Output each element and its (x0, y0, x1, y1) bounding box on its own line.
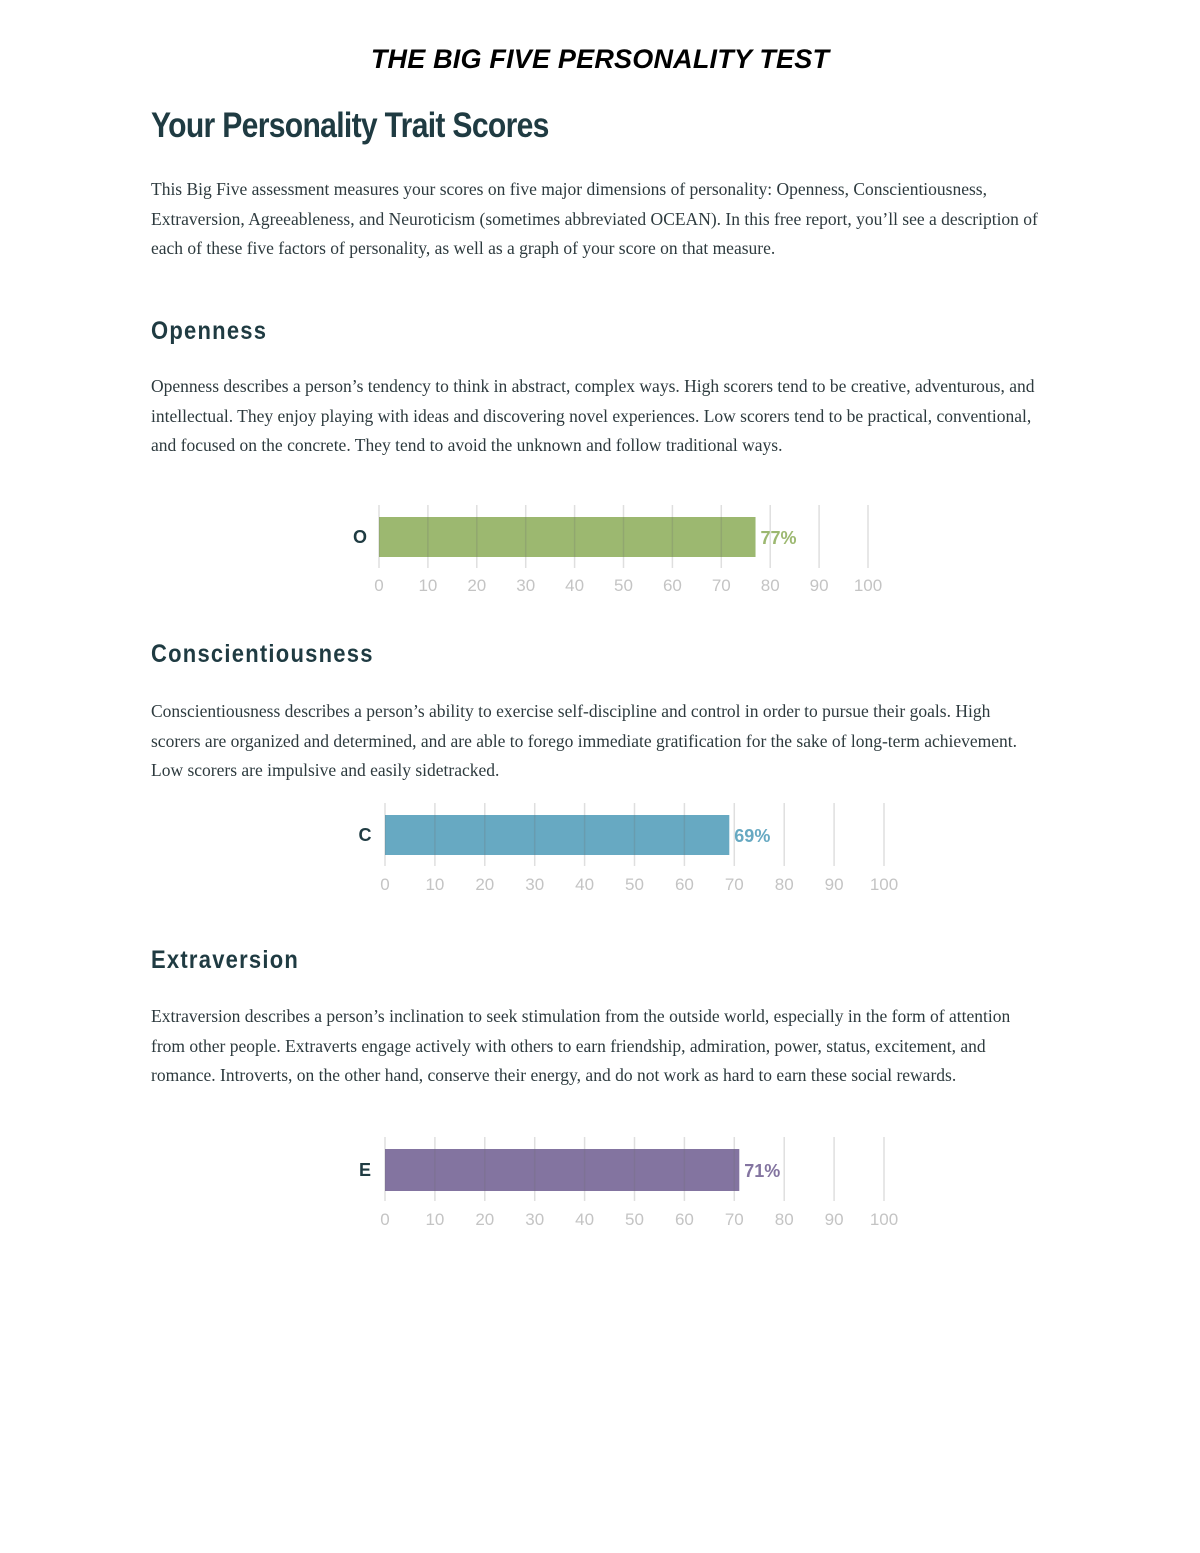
score-bar-e (385, 1149, 739, 1191)
tick-label: 70 (724, 1210, 744, 1229)
tick-label: 0 (380, 875, 390, 894)
page-heading: Your Personality Trait Scores (151, 106, 549, 145)
value-label-o: 77% (760, 528, 797, 548)
tick-label: 80 (774, 1210, 794, 1229)
tick-label: 80 (774, 875, 794, 894)
tick-label: 30 (525, 1210, 545, 1229)
tick-label: 90 (824, 1210, 844, 1229)
tick-label: 100 (869, 1210, 899, 1229)
tick-label: 10 (418, 576, 438, 595)
category-label-o: O (352, 527, 368, 547)
tick-label: 10 (425, 1210, 445, 1229)
document-title: THE BIG FIVE PERSONALITY TEST (370, 44, 830, 74)
tick-label: 70 (711, 576, 731, 595)
openness-description: Openness describes a person’s tendency to think in abstract, complex ways. High scorers tend to be creative, adventurous, and intellectual. They enjoy playing with ideas and discovering novel experiences. Low scorers tend to be practical, conventional, and focused on the concrete. They tend to avoid the unknown and follow traditional ways. (151, 376, 1035, 455)
extraversion-description: Extraversion describes a person’s inclination to seek stimulation from the outside world, especially in the form of attention from other people. Extraverts engage actively with others to earn friendship, admiration, power, status, excitement, and romance. Introverts, on the other hand, conserve their energy, and do not work as hard to earn these social rewards. (151, 1006, 1011, 1085)
tick-label: 40 (575, 1210, 595, 1229)
openness-heading: Openness (151, 317, 268, 345)
tick-label: 100 (869, 875, 899, 894)
value-label-c: 69% (734, 826, 771, 846)
tick-label: 30 (516, 576, 536, 595)
tick-label: 70 (724, 875, 744, 894)
tick-label: 0 (374, 576, 384, 595)
tick-label: 40 (575, 875, 595, 894)
conscientiousness-heading: Conscientiousness (151, 640, 374, 668)
tick-label: 80 (760, 576, 780, 595)
tick-label: 30 (525, 875, 545, 894)
extraversion-heading: Extraversion (151, 946, 300, 974)
tick-label: 90 (809, 576, 829, 595)
value-label-e: 71% (744, 1161, 781, 1181)
intro-paragraph: This Big Five assessment measures your scores on five major dimensions of personality: Openness, Conscientiousness, Extraversion, Agreeableness, and Neuroticism (sometimes abbreviated OCEAN). In this free report, you’ll see a description of each of these five factors of personality, as well as a graph of your score on that measure. (151, 179, 1038, 258)
tick-label: 60 (662, 576, 682, 595)
tick-label: 20 (475, 875, 495, 894)
category-label-e: E (358, 1160, 372, 1180)
tick-label: 90 (824, 875, 844, 894)
conscientiousness-description: Conscientiousness describes a person’s ability to exercise self-discipline and control in order to pursue their goals. High scorers are organized and determined, and are able to forego immediate gratification for the sake of long-term achievement. Low scorers are impulsive and easily sidetracked. (151, 701, 1018, 780)
category-label-c: C (358, 825, 372, 845)
tick-label: 60 (674, 875, 694, 894)
tick-label: 50 (625, 1210, 644, 1229)
tick-label: 0 (380, 1210, 390, 1229)
tick-label: 50 (614, 576, 633, 595)
tick-label: 10 (425, 875, 445, 894)
tick-label: 100 (853, 576, 883, 595)
tick-label: 50 (625, 875, 644, 894)
tick-label: 60 (674, 1210, 694, 1229)
tick-label: 20 (475, 1210, 495, 1229)
tick-label: 40 (565, 576, 585, 595)
tick-label: 20 (467, 576, 487, 595)
